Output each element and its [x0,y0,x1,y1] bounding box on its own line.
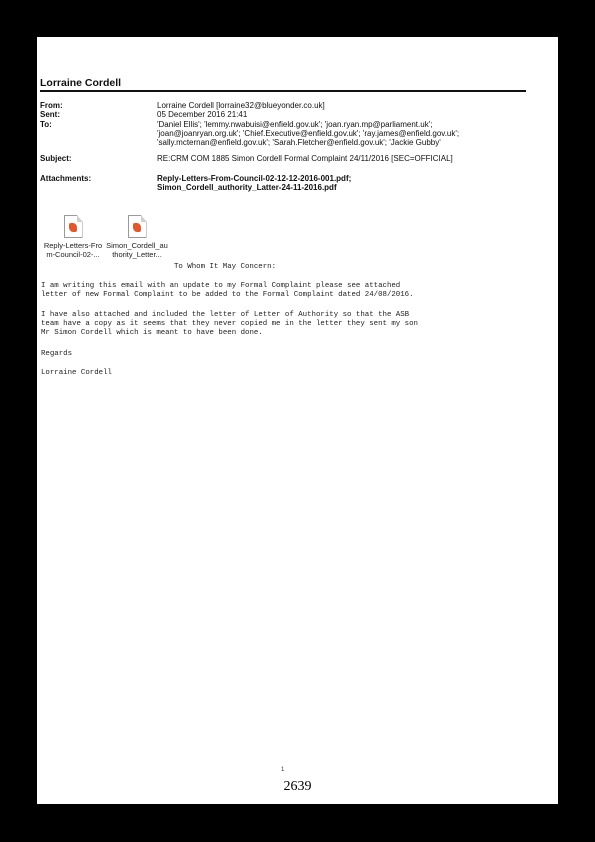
pdf-file-icon [64,215,83,238]
attachments-label: Attachments: [40,174,92,183]
pdf-file-icon [128,215,147,238]
sent-label: Sent: [40,110,60,119]
attachment-icons [42,215,302,265]
attachment-item[interactable] [106,215,168,259]
attachment-label-line: thority_Letter... [112,250,162,259]
header-divider [40,90,526,92]
greeting: To Whom It May Concern: [174,263,277,271]
closing: Regards [41,350,73,358]
attachment-item[interactable] [42,215,104,259]
attachment-label-line: Simon_Cordell_au [106,241,168,250]
paragraph-line: letter of new Formal Complaint to be added to the Formal Complaint dated 24/08/2016. [41,291,414,299]
subject-value: RE:CRM COM 1885 Simon Cordell Formal Complaint 24/11/2016 [SEC=OFFICIAL] [157,154,453,163]
paragraph-line: I am writing this email with an update to my Formal Complaint please see attached [41,282,401,290]
attachment-label-line: m-Council-02-... [46,250,100,259]
to-value-line: 'sally.mcternan@enfield.gov.uk'; 'Sarah.Fletcher@enfield.gov.uk'; 'Jackie Gubby' [157,138,441,147]
subject-label: Subject: [40,154,72,163]
paragraph-line: team have a copy as it seems that they never copied me in the letter they sent my son [41,320,418,328]
from-value: Lorraine Cordell [lorraine32@blueyonder.co.uk] [157,101,325,110]
to-value-line: 'Daniel Ellis'; 'lemmy.nwabuisi@enfield.gov.uk'; 'joan.ryan.mp@parliament.uk'; [157,120,433,129]
to-label: To: [40,120,52,129]
sent-value: 05 December 2016 21:41 [157,110,248,119]
document-page [37,37,558,804]
to-value-line: 'joan@joanryan.org.uk'; 'Chief.Executive@enfield.gov.uk'; 'ray.james@enfield.gov.uk'; [157,129,460,138]
page-number: 1 [281,767,285,773]
sender-name-heading: Lorraine Cordell [40,77,122,89]
from-label: From: [40,101,63,110]
attachment-name[interactable]: Reply-Letters-From-Council-02-12-12-2016-001.pdf; [157,174,352,183]
attachment-name[interactable]: Simon_Cordell_authority_Latter-24-11-2016.pdf [157,183,337,192]
paragraph-line: Mr Simon Cordell which is meant to have been done. [41,329,263,337]
paragraph-line: I have also attached and included the letter of Letter of Authority so that the ASB [41,311,410,319]
attachment-label-line: Reply-Letters-Fro [43,241,103,250]
bates-number: 2639 [283,779,312,794]
signature: Lorraine Cordell [41,369,112,377]
